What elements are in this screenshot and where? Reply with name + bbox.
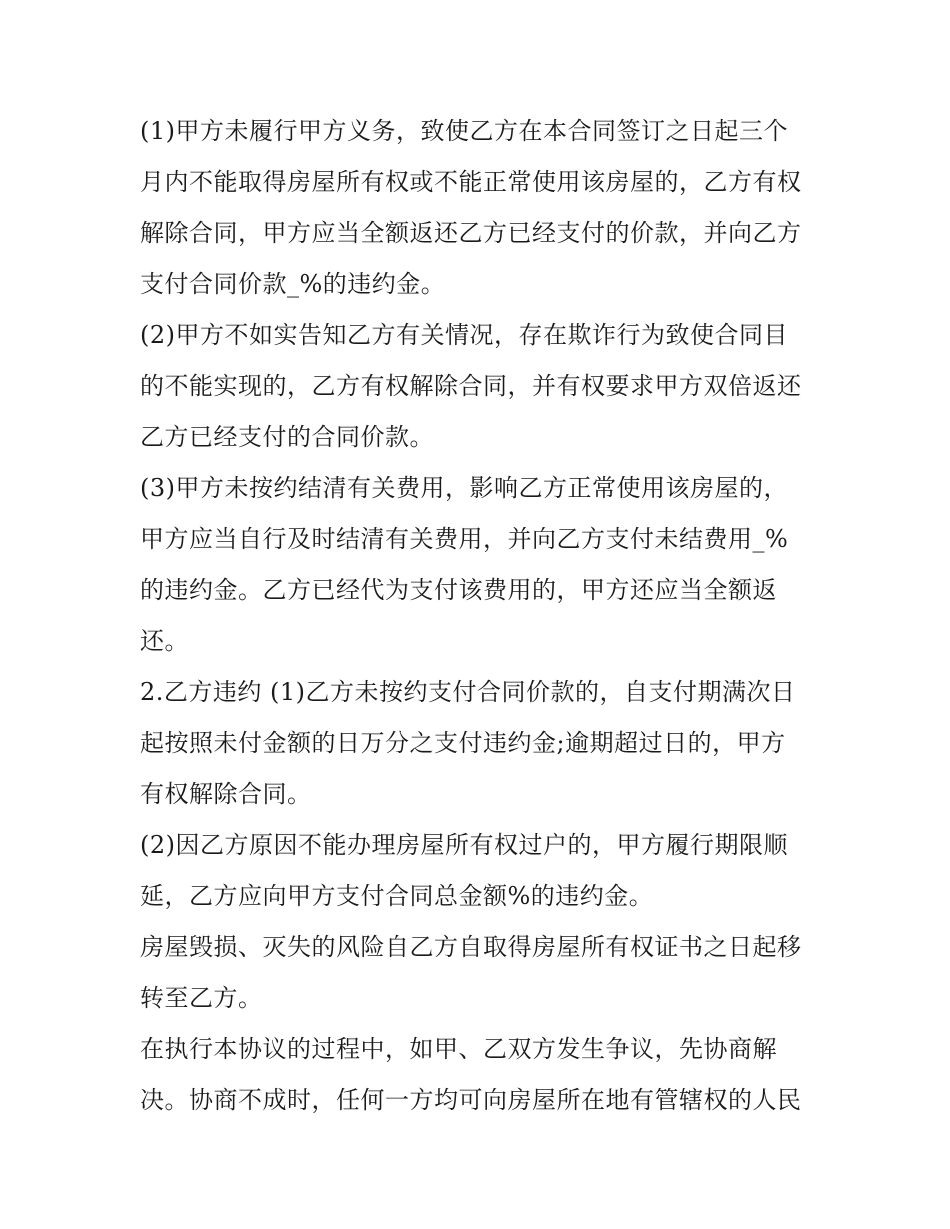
clause-2-line-2: 的不能实现的，乙方有权解除合同，并有权要求甲方双倍返还 bbox=[140, 372, 802, 400]
clause-1-line-2: 月内不能取得房屋所有权或不能正常使用该房屋的，乙方有权 bbox=[140, 168, 802, 196]
party-b-breach-line-2: 起按照未付金额的日万分之支付违约金;逾期超过日的，甲方 bbox=[140, 729, 786, 757]
clause-3-line-1: (3)甲方未按约结清有关费用，影响乙方正常使用该房屋的， bbox=[140, 474, 788, 502]
clause-3-line-4: 还。 bbox=[140, 627, 189, 655]
party-b-clause-2-line-1: (2)因乙方原因不能办理房屋所有权过户的，甲方履行期限顺 bbox=[140, 831, 788, 859]
clause-2-line-3: 乙方已经支付的合同价款。 bbox=[140, 423, 434, 451]
risk-transfer-line-1: 房屋毁损、灭失的风险自乙方自取得房屋所有权证书之日起移 bbox=[140, 933, 802, 961]
party-b-breach-line-3: 有权解除合同。 bbox=[140, 780, 312, 808]
dispute-line-2: 决。协商不成时，任何一方均可向房屋所在地有管辖权的人民 bbox=[140, 1086, 802, 1114]
clause-3-line-3: 的违约金。乙方已经代为支付该费用的，甲方还应当全额返 bbox=[140, 576, 777, 604]
document-body bbox=[140, 106, 820, 1126]
clause-1-line-4: 支付合同价款_%的违约金。 bbox=[140, 270, 446, 298]
clause-3-line-2: 甲方应当自行及时结清有关费用，并向乙方支付未结费用_% bbox=[140, 525, 789, 553]
clause-2-line-1: (2)甲方不如实告知乙方有关情况，存在欺诈行为致使合同目 bbox=[140, 321, 788, 349]
party-b-clause-2-line-2: 延，乙方应向甲方支付合同总金额%的违约金。 bbox=[140, 882, 654, 910]
clause-1-line-1: (1)甲方未履行甲方义务，致使乙方在本合同签订之日起三个 bbox=[140, 117, 788, 145]
risk-transfer-line-2: 转至乙方。 bbox=[140, 984, 263, 1012]
clause-1-line-3: 解除合同，甲方应当全额返还乙方已经支付的价款，并向乙方 bbox=[140, 219, 802, 247]
dispute-line-1: 在执行本协议的过程中，如甲、乙双方发生争议，先协商解 bbox=[140, 1035, 777, 1063]
party-b-breach-line-1: 2.乙方违约 (1)乙方未按约支付合同价款的，自支付期满次日 bbox=[140, 678, 796, 706]
